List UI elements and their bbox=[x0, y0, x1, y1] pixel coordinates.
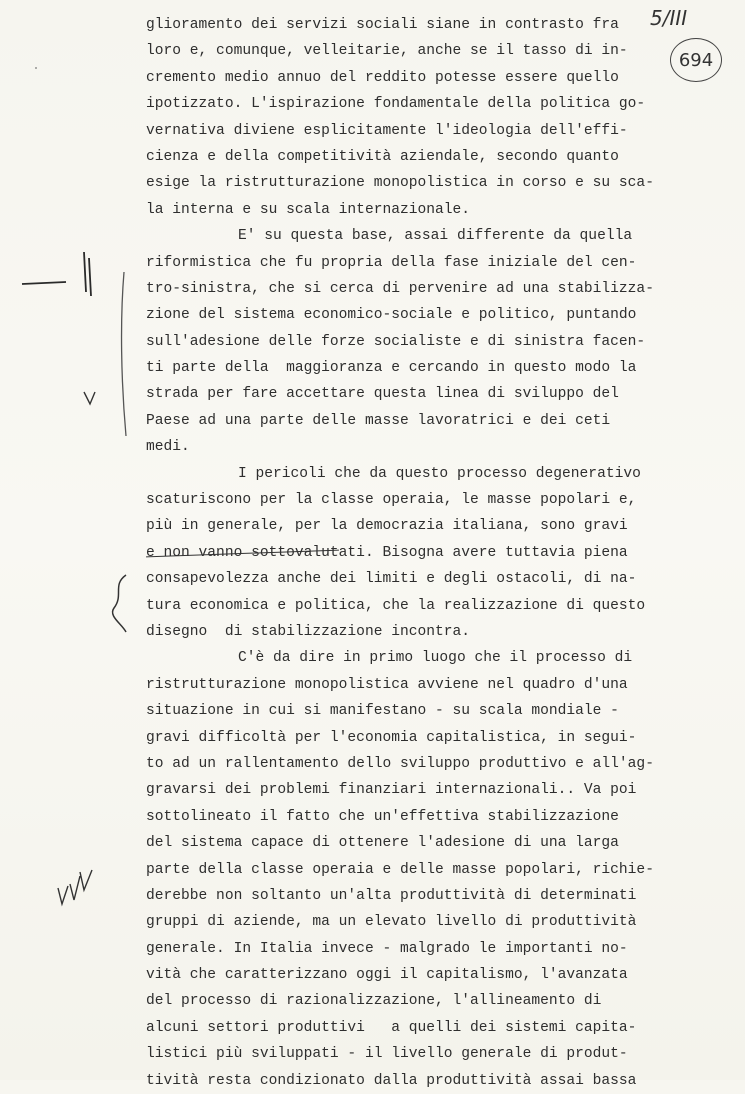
margin-check-mark bbox=[84, 392, 95, 404]
text-line: esige la ristrutturazione monopolistica in corso e su sca- bbox=[146, 175, 654, 192]
text-line: Paese ad una parte delle masse lavoratrici e dei ceti bbox=[146, 412, 611, 429]
text-line: I pericoli che da questo processo degenerativo bbox=[238, 465, 641, 482]
typed-text-body bbox=[146, 12, 686, 1094]
text-line: vernativa diviene esplicitamente l'ideologia dell'effi- bbox=[146, 122, 628, 139]
text-line: medi. bbox=[146, 439, 190, 456]
margin-side-bracket bbox=[122, 272, 126, 436]
text-line: tività resta condizionato dalla produttività assai bassa bbox=[146, 1072, 637, 1089]
text-line: cremento medio annuo del reddito potesse essere quello bbox=[146, 69, 619, 86]
text-line: gruppi di aziende, ma un elevato livello di produttività bbox=[146, 914, 637, 931]
text-line: vità che caratterizzano oggi il capitalismo, l'avanzata bbox=[146, 967, 628, 984]
text-line: scaturiscono per la classe operaia, le masse popolari e, bbox=[146, 492, 637, 509]
text-line: listici più sviluppati - il livello generale di produt- bbox=[146, 1046, 628, 1063]
text-line: ti parte della maggioranza e cercando in questo modo la bbox=[146, 360, 637, 377]
struck-text: e non vanno sottovalut bbox=[146, 544, 339, 561]
text-line: la interna e su scala internazionale. bbox=[146, 201, 471, 218]
text-line: più in generale, per la democrazia italiana, sono gravi bbox=[146, 518, 628, 535]
text-line: del processo di razionalizzazione, l'allineamento di bbox=[146, 993, 602, 1010]
text-line: C'è da dire in primo luogo che il processo di bbox=[238, 650, 633, 667]
text-line: del sistema capace di ottenere l'adesione di una larga bbox=[146, 835, 619, 852]
text-line: derebbe non soltanto un'alta produttività di determinati bbox=[146, 887, 637, 904]
text-line: cienza e della competitività aziendale, secondo quanto bbox=[146, 148, 619, 165]
text-line: gravi difficoltà per l'economia capitalistica, in segui- bbox=[146, 729, 637, 746]
text-line: tro-sinistra, che si cerca di pervenire ad una stabilizza- bbox=[146, 280, 654, 297]
line-continuation: ati. Bisogna avere tuttavia piena bbox=[338, 544, 628, 561]
text-line: glioramento dei servizi sociali siane in contrasto fra bbox=[146, 17, 619, 33]
text-line: sottolineato il fatto che un'effettiva stabilizzazione bbox=[146, 808, 619, 825]
text-line: tura economica e politica, che la realizzazione di questo bbox=[146, 597, 646, 614]
margin-double-bar-mark bbox=[84, 252, 91, 296]
margin-dash-mark bbox=[22, 282, 66, 284]
page-number: 694 bbox=[678, 49, 714, 71]
text-line: consapevolezza anche dei limiti e degli ostacoli, di na- bbox=[146, 571, 637, 588]
text-line: sull'adesione delle forze socialiste e di sinistra facen- bbox=[146, 333, 646, 350]
text-line: loro e, comunque, velleitarie, anche se il tasso di in- bbox=[146, 43, 628, 60]
text-line bbox=[146, 540, 686, 566]
margin-squiggle-mark bbox=[113, 575, 126, 632]
margin-vll-mark bbox=[58, 870, 92, 904]
text-line: alcuni settori produttivi a quelli dei sistemi capita- bbox=[146, 1019, 637, 1036]
text-line: riformistica che fu propria della fase iniziale del cen- bbox=[146, 254, 637, 271]
text-line: zione del sistema economico-sociale e politico, puntando bbox=[146, 307, 637, 324]
text-line: E' su questa base, assai differente da quella bbox=[238, 228, 633, 245]
margin-dot-mark bbox=[35, 67, 37, 69]
text-line: situazione in cui si manifestano - su scala mondiale - bbox=[146, 703, 619, 720]
text-line: strada per fare accettare questa linea di sviluppo del bbox=[146, 386, 619, 403]
archive-reference: 5/III bbox=[650, 6, 688, 30]
text-line: gravarsi dei problemi finanziari internazionali.. Va poi bbox=[146, 782, 637, 799]
text-line: parte della classe operaia e delle masse popolari, richie- bbox=[146, 861, 654, 878]
text-line: ipotizzato. L'ispirazione fondamentale della politica go- bbox=[146, 96, 646, 113]
text-line: generale. In Italia invece - malgrado le importanti no- bbox=[146, 940, 628, 957]
text-line: to ad un rallentamento dello sviluppo produttivo e all'ag- bbox=[146, 755, 654, 772]
text-line: ristrutturazione monopolistica avviene nel quadro d'una bbox=[146, 676, 628, 693]
text-line: disegno di stabilizzazione incontra. bbox=[146, 623, 471, 640]
